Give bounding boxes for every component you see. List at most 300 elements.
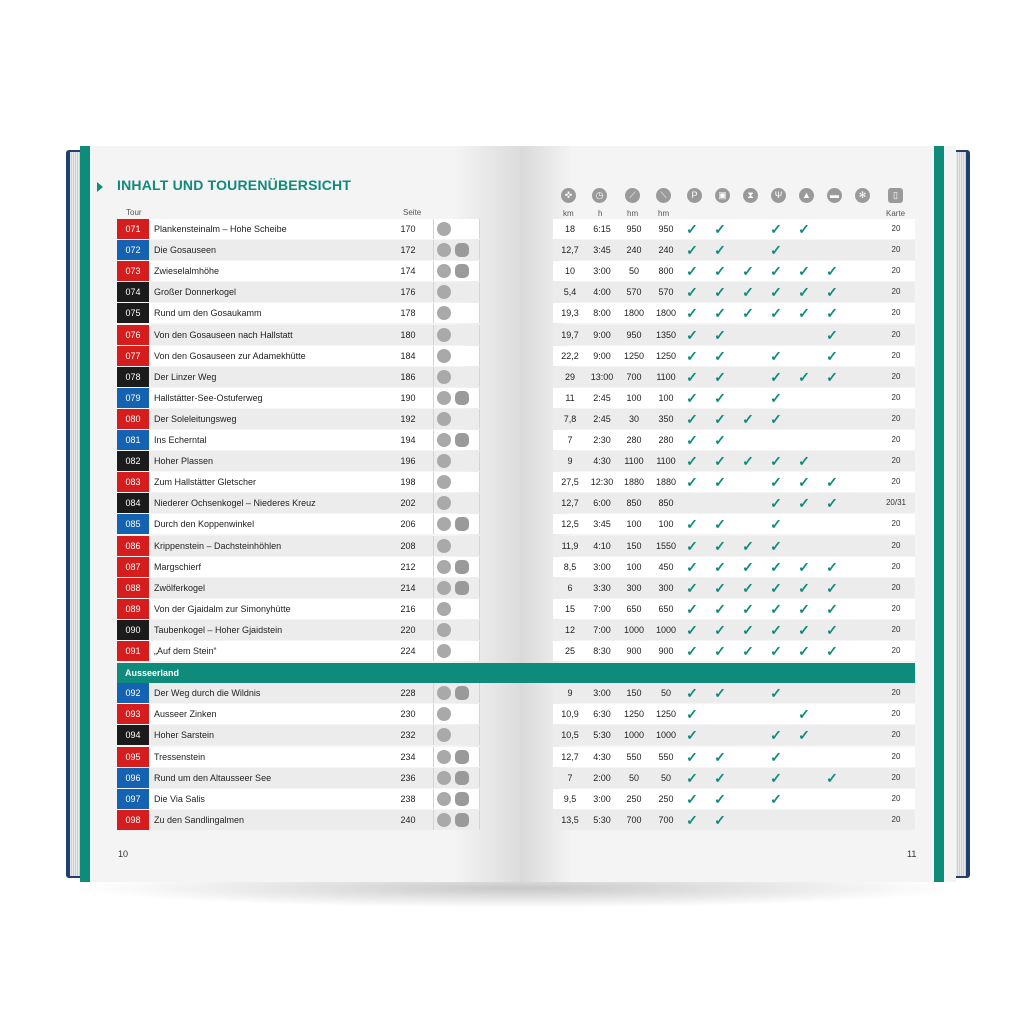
table-row	[117, 346, 915, 366]
right-accent-band	[934, 146, 944, 882]
tour-map: 20	[891, 772, 901, 782]
check-icon: ✓	[826, 326, 838, 343]
check-icon: ✓	[714, 347, 726, 364]
tour-number: 084	[117, 493, 149, 513]
family-bear-icon	[455, 517, 469, 531]
check-icon: ✓	[798, 368, 810, 385]
header-seite: Seite	[403, 208, 422, 217]
tour-km: 5,4	[563, 287, 577, 298]
check-icon: ✓	[686, 600, 698, 617]
parking-icon: P	[687, 188, 702, 203]
check-icon: ✓	[770, 621, 782, 638]
check-icon: ✓	[686, 326, 698, 343]
check-icon: ✓	[770, 643, 782, 659]
tour-page: 174	[400, 266, 416, 277]
tour-hours: 2:45	[593, 392, 611, 403]
check-icon: ✓	[742, 643, 754, 659]
tour-km: 12,7	[561, 245, 579, 256]
check-icon: ✓	[742, 600, 754, 617]
tour-hours: 7:00	[593, 624, 611, 635]
check-icon: ✓	[714, 685, 726, 702]
tour-number: 083	[117, 472, 149, 492]
tour-ascent: 700	[626, 814, 642, 825]
check-icon: ✓	[770, 347, 782, 364]
tour-page: 228	[400, 688, 416, 699]
tour-number: 097	[117, 789, 149, 809]
check-icon: ✓	[798, 579, 810, 596]
tour-map: 20/31	[885, 498, 907, 508]
tour-ascent: 150	[626, 688, 642, 699]
tour-map: 20	[891, 350, 901, 360]
check-icon: ✓	[714, 326, 726, 343]
table-row	[117, 536, 915, 556]
check-icon: ✓	[770, 769, 782, 786]
page-title: INHALT UND TOURENÜBERSICHT	[117, 177, 352, 193]
tour-number: 096	[117, 768, 149, 788]
tour-name: Der Linzer Weg	[154, 371, 217, 382]
tour-name: Zwieselalmhöhe	[154, 266, 220, 277]
check-icon: ✓	[686, 453, 698, 470]
tour-map: 20	[891, 456, 901, 466]
tour-hours: 3:00	[593, 561, 611, 572]
check-icon: ✓	[770, 263, 782, 280]
check-icon: ✓	[770, 305, 782, 322]
round-trip-icon	[437, 623, 451, 637]
tour-map: 20	[891, 624, 901, 634]
train-icon: ▬	[827, 188, 842, 203]
check-icon: ✓	[686, 769, 698, 786]
tour-km: 13,5	[561, 814, 579, 825]
tour-km: 12,7	[561, 498, 579, 509]
check-icon: ✓	[686, 706, 698, 723]
check-icon: ✓	[798, 453, 810, 470]
check-icon: ✓	[770, 537, 782, 554]
round-trip-icon	[437, 370, 451, 384]
tour-ascent: 1800	[623, 308, 645, 319]
table-row	[117, 810, 915, 830]
tour-km: 18	[564, 224, 575, 234]
check-icon: ✓	[686, 284, 698, 301]
tour-ascent: 1880	[623, 477, 645, 488]
check-icon: ✓	[686, 748, 698, 765]
check-icon: ✓	[686, 263, 698, 280]
tour-km: 27,5	[561, 477, 579, 488]
tour-descent: 850	[658, 498, 674, 509]
tour-number: 076	[117, 325, 149, 345]
tour-page: 180	[400, 329, 416, 340]
tour-ascent: 1250	[623, 350, 645, 361]
table-row	[117, 388, 915, 408]
round-trip-icon	[437, 602, 451, 616]
tour-ascent: 1000	[623, 624, 645, 635]
tour-hours: 8:00	[593, 308, 611, 319]
table-row	[117, 683, 915, 703]
check-icon: ✓	[770, 748, 782, 765]
tour-map: 20	[891, 266, 901, 276]
check-icon: ✓	[826, 495, 838, 512]
check-icon: ✓	[770, 495, 782, 512]
tour-number: 073	[117, 261, 149, 281]
tour-hours: 12:30	[590, 477, 614, 488]
tour-hours: 4:30	[593, 751, 611, 762]
tour-hours: 8:30	[593, 646, 611, 656]
table-row	[117, 430, 915, 450]
check-icon: ✓	[714, 432, 726, 448]
check-icon: ✓	[826, 305, 838, 322]
tour-hours: 4:00	[593, 287, 611, 298]
check-icon: ✓	[798, 643, 810, 659]
round-trip-icon	[437, 813, 451, 827]
check-icon: ✓	[770, 242, 782, 259]
tour-descent: 950	[658, 224, 674, 234]
tour-descent: 50	[660, 772, 671, 783]
tour-page: 224	[400, 646, 416, 656]
table-row	[117, 620, 915, 640]
tour-name: Rund um den Altausseer See	[154, 772, 272, 783]
steep-trail-icon	[437, 391, 451, 405]
section-header	[117, 663, 915, 683]
tour-ascent: 300	[626, 582, 642, 593]
tour-page: 192	[400, 413, 416, 424]
tour-map: 20	[891, 413, 901, 423]
check-icon: ✓	[770, 579, 782, 596]
tour-km: 10	[564, 266, 575, 277]
tour-km: 11,9	[561, 540, 579, 551]
tour-hours: 3:00	[593, 793, 611, 804]
tour-name: Hoher Sarstein	[154, 730, 215, 741]
tour-descent: 240	[658, 245, 674, 256]
check-icon: ✓	[826, 284, 838, 301]
tour-ascent: 650	[626, 603, 642, 614]
check-icon: ✓	[798, 621, 810, 638]
check-icon: ✓	[686, 242, 698, 259]
tour-map: 20	[891, 688, 901, 698]
tour-descent: 350	[658, 413, 674, 424]
check-icon: ✓	[742, 263, 754, 280]
round-trip-icon	[437, 792, 451, 806]
check-icon: ✓	[686, 432, 698, 448]
table-row	[117, 789, 915, 809]
check-icon: ✓	[770, 558, 782, 575]
tour-number: 077	[117, 346, 149, 366]
tour-km: 9,5	[563, 793, 577, 804]
tour-descent: 1100	[656, 456, 676, 467]
tour-number: 081	[117, 430, 149, 450]
check-icon: ✓	[714, 368, 726, 385]
tour-ascent: 100	[626, 392, 642, 403]
tour-hours: 2:30	[593, 435, 611, 445]
tour-hours: 9:00	[593, 329, 611, 340]
tour-map: 20	[891, 245, 901, 255]
check-icon: ✓	[770, 516, 782, 533]
table-row	[117, 704, 915, 724]
tour-ascent: 1000	[623, 730, 645, 741]
page-number-right: 11	[907, 849, 917, 859]
tour-descent: 1250	[655, 350, 677, 361]
check-icon: ✓	[826, 368, 838, 385]
tour-map: 20	[891, 329, 901, 339]
check-icon: ✓	[714, 389, 726, 406]
check-icon: ✓	[686, 537, 698, 554]
table-row	[117, 493, 915, 513]
tour-name: Hallstätter-See-Ostuferweg	[154, 392, 263, 403]
check-icon: ✓	[826, 579, 838, 596]
check-icon: ✓	[714, 516, 726, 533]
tour-descent: 280	[658, 435, 674, 445]
tour-descent: 1350	[655, 329, 677, 340]
check-icon: ✓	[770, 685, 782, 702]
tour-number: 091	[117, 641, 149, 661]
tour-hours: 9:00	[593, 350, 611, 361]
tour-name: Die Via Salis	[154, 793, 205, 804]
tour-map: 20	[891, 371, 901, 381]
tour-map: 20	[891, 287, 901, 297]
tour-km: 15	[564, 603, 575, 614]
tour-map: 20	[891, 582, 901, 592]
tour-name: Zwölferkogel	[154, 582, 206, 593]
cablecar-icon: ⧗	[743, 188, 758, 203]
tour-page: 214	[400, 582, 416, 593]
check-icon: ✓	[686, 389, 698, 406]
check-icon: ✓	[686, 790, 698, 807]
check-icon: ✓	[770, 727, 782, 744]
check-icon: ✓	[798, 727, 810, 744]
tour-km: 12,7	[561, 751, 579, 762]
tour-km: 9	[567, 688, 573, 699]
tour-hours: 4:10	[593, 540, 611, 551]
check-icon: ✓	[742, 621, 754, 638]
table-row	[117, 219, 915, 239]
tour-name: Krippenstein – Dachsteinhöhlen	[154, 540, 282, 551]
tour-km: 6	[567, 582, 573, 593]
table-row	[117, 367, 915, 387]
check-icon: ✓	[742, 284, 754, 301]
tour-map: 20	[891, 814, 901, 824]
check-icon: ✓	[686, 579, 698, 596]
check-icon: ✓	[714, 748, 726, 765]
check-icon: ✓	[770, 453, 782, 470]
tour-page: 220	[400, 624, 416, 635]
tour-hours: 3:45	[593, 245, 611, 256]
tour-map: 20	[891, 646, 901, 655]
tour-number: 080	[117, 409, 149, 429]
check-icon: ✓	[742, 305, 754, 322]
tour-km: 29	[564, 371, 575, 382]
round-trip-icon	[437, 750, 451, 764]
tour-name: Rund um den Gosaukamm	[154, 308, 262, 319]
check-icon: ✓	[714, 242, 726, 259]
steep-trail-icon	[437, 412, 451, 426]
round-trip-icon	[437, 454, 451, 468]
tour-number: 088	[117, 578, 149, 598]
family-bear-icon	[455, 581, 469, 595]
check-icon: ✓	[798, 600, 810, 617]
check-icon: ✓	[798, 706, 810, 723]
tour-ascent: 30	[628, 413, 639, 424]
tour-descent: 700	[658, 814, 674, 825]
tour-page: 216	[400, 603, 416, 614]
check-icon: ✓	[770, 389, 782, 406]
tour-number: 078	[117, 367, 149, 387]
tour-name: Tressenstein	[154, 751, 206, 762]
family-bear-icon	[455, 792, 469, 806]
bus-icon: ▣	[715, 188, 730, 203]
check-icon: ✓	[686, 811, 698, 828]
tour-map: 20	[891, 392, 901, 402]
tour-ascent: 240	[626, 245, 642, 256]
family-bear-icon	[455, 264, 469, 278]
tour-name: Ausseer Zinken	[154, 709, 217, 720]
tour-number: 085	[117, 514, 149, 534]
tour-ascent: 700	[626, 371, 642, 382]
winter-icon: ✻	[855, 188, 870, 203]
check-icon: ✓	[826, 263, 838, 280]
tour-hours: 6:15	[593, 224, 611, 234]
tour-descent: 650	[658, 603, 674, 614]
check-icon: ✓	[686, 727, 698, 744]
check-icon: ✓	[742, 453, 754, 470]
left-accent-band	[80, 146, 90, 882]
tour-hours: 3:45	[593, 519, 611, 530]
tour-descent: 1880	[655, 477, 677, 488]
hut-icon: ▲	[799, 188, 814, 203]
check-icon: ✓	[798, 495, 810, 512]
steep-trail-icon	[437, 328, 451, 342]
family-bear-icon	[455, 771, 469, 785]
tour-number: 098	[117, 810, 149, 830]
tour-km: 12,5	[561, 519, 579, 530]
check-icon: ✓	[714, 579, 726, 596]
tour-km: 19,7	[561, 329, 579, 340]
tour-ascent: 1100	[624, 456, 644, 467]
table-row	[117, 409, 915, 429]
table-row	[117, 725, 915, 745]
tour-descent: 300	[658, 582, 674, 593]
check-icon: ✓	[714, 474, 726, 491]
check-icon: ✓	[770, 221, 782, 237]
tour-map: 20	[891, 477, 901, 487]
family-bear-icon	[455, 750, 469, 764]
tour-number: 087	[117, 557, 149, 577]
check-icon: ✓	[826, 621, 838, 638]
tour-page: 184	[400, 350, 416, 361]
tour-descent: 900	[658, 646, 674, 656]
tour-name: Der Weg durch die Wildnis	[154, 688, 261, 699]
tour-page: 202	[400, 498, 416, 509]
check-icon: ✓	[714, 305, 726, 322]
check-icon: ✓	[770, 284, 782, 301]
tour-hours: 13:00	[590, 371, 614, 382]
tour-km: 7,8	[563, 413, 577, 424]
table-row	[117, 599, 915, 619]
check-icon: ✓	[770, 410, 782, 427]
check-icon: ✓	[826, 769, 838, 786]
tour-hours: 6:00	[593, 498, 611, 509]
tour-number: 095	[117, 747, 149, 767]
tour-name: Taubenkogel – Hoher Gjaidstein	[154, 624, 283, 635]
check-icon: ✓	[826, 600, 838, 617]
check-icon: ✓	[714, 769, 726, 786]
table-row	[117, 325, 915, 345]
tour-km: 7	[567, 772, 573, 783]
check-icon: ✓	[714, 790, 726, 807]
check-icon: ✓	[770, 474, 782, 491]
tour-hours: 5:30	[593, 730, 611, 741]
table-row	[117, 514, 915, 534]
round-trip-icon	[437, 771, 451, 785]
tour-km: 25	[564, 646, 575, 656]
table-row	[117, 747, 915, 767]
tour-page: 196	[400, 456, 416, 467]
check-icon: ✓	[770, 368, 782, 385]
check-icon: ✓	[826, 474, 838, 491]
tour-page: 240	[400, 814, 416, 825]
tour-name: Großer Donnerkogel	[154, 287, 237, 298]
restaurant-icon: Ψ	[771, 188, 786, 203]
tour-ascent: 850	[626, 498, 642, 509]
tour-descent: 1000	[655, 730, 677, 741]
check-icon: ✓	[686, 621, 698, 638]
tour-page: 186	[400, 371, 416, 382]
tour-page: 190	[400, 392, 416, 403]
tour-map: 20	[891, 793, 901, 803]
check-icon: ✓	[686, 558, 698, 575]
table-row	[117, 768, 915, 788]
tour-number: 092	[117, 683, 149, 703]
check-icon: ✓	[714, 453, 726, 470]
steep-trail-icon	[437, 539, 451, 553]
tour-descent: 100	[658, 519, 674, 530]
tour-number: 071	[117, 219, 149, 239]
sign-icon: ✜	[561, 188, 576, 203]
check-icon: ✓	[742, 579, 754, 596]
check-icon: ✓	[742, 558, 754, 575]
tour-map: 20	[891, 540, 901, 550]
tour-page: 178	[400, 308, 416, 319]
check-icon: ✓	[686, 410, 698, 427]
tour-ascent: 150	[626, 540, 642, 551]
family-bear-icon	[455, 391, 469, 405]
tour-number: 090	[117, 620, 149, 640]
tour-map: 20	[891, 519, 901, 529]
tour-ascent: 100	[626, 561, 642, 572]
header-km: km	[563, 209, 574, 218]
tour-number: 089	[117, 599, 149, 619]
header-hm-up: hm	[627, 209, 639, 218]
clock-icon: ◷	[592, 188, 607, 203]
tour-km: 10,5	[561, 730, 579, 741]
tour-ascent: 550	[626, 751, 642, 762]
steep-trail-icon	[437, 222, 451, 236]
header-tour: Tour	[126, 208, 142, 217]
header-h: h	[598, 209, 603, 218]
check-icon: ✓	[714, 537, 726, 554]
tour-page: 232	[400, 730, 416, 741]
check-icon: ✓	[798, 284, 810, 301]
page-number-left: 10	[118, 849, 129, 859]
tour-descent: 450	[658, 561, 674, 572]
check-icon: ✓	[686, 347, 698, 364]
check-icon: ✓	[714, 263, 726, 280]
tour-map: 20	[891, 224, 901, 233]
tour-descent: 1550	[655, 540, 677, 551]
tour-name: „Auf dem Stein“	[154, 646, 217, 656]
tour-hours: 3:00	[593, 688, 611, 699]
tour-name: Durch den Koppenwinkel	[154, 519, 255, 530]
table-row	[117, 261, 915, 281]
tour-map: 20	[891, 730, 901, 740]
tour-ascent: 900	[626, 646, 642, 656]
